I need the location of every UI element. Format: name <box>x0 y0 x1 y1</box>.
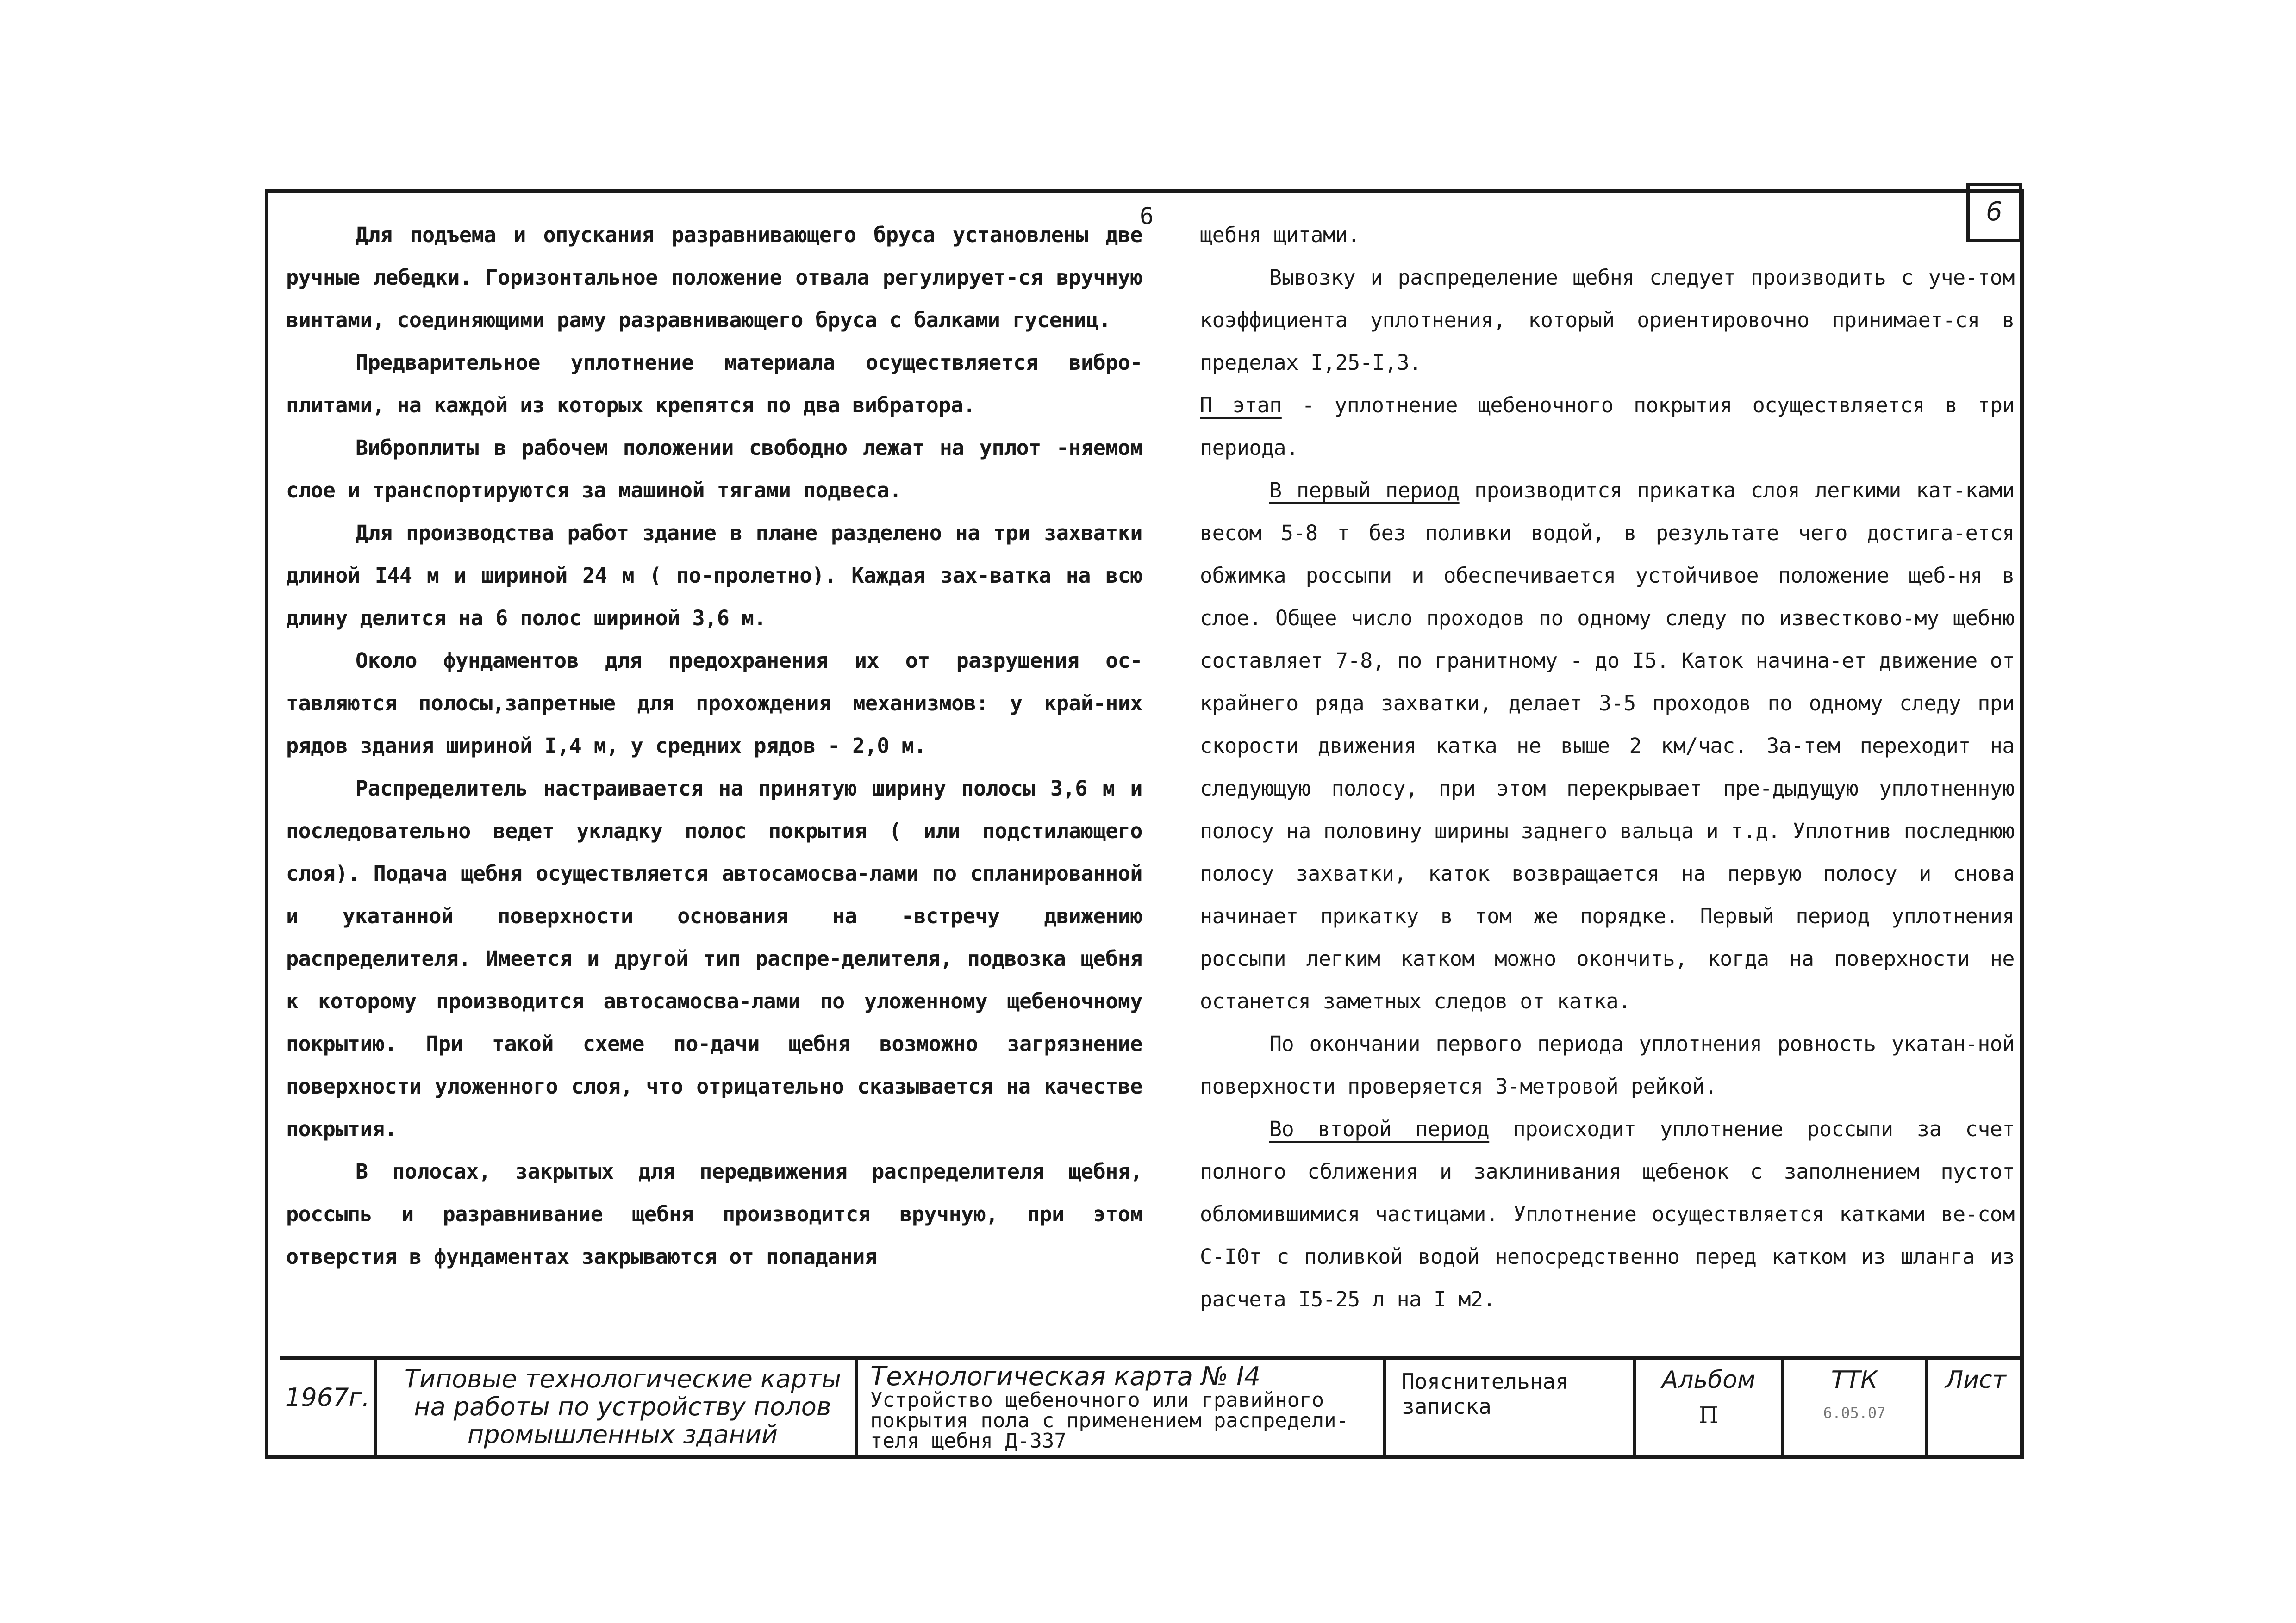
paragraph <box>1200 384 2015 469</box>
title-block-doc-type: Пояснительная записка <box>1386 1360 1636 1455</box>
paragraph-text: производится прикатка слоя легкими кат-ками весом 5-8 т без поливки водой, в результате чего достига-ется обжимка россыпи и обеспечивается устойчивое положение щеб-ня в слое. Общее число проходов по одному следу по известково-му щебню составляет 7-8, по гранитному - до I5. Каток начина-ет движение от крайнего ряда захватки, делает 3-5 проходов по одному следу при скорости движения катка не выше 2 км/час. За-тем переходит на следующую полосу, при этом перекрывает пре-дыдущую уплотненную полосу на половину ширины заднего вальца и т.д. Уплотнив последнюю полосу захватки, каток возвращается на первую полосу и снова начинает прикатку в том же порядке. Первый период уплотнения россыпи легким катком можно окончить, когда на поверхности не останется заметных следов от катка. <box>1200 478 2015 1014</box>
card-title: Технологическая карта № I4 <box>870 1362 1261 1392</box>
paragraph-text: щебня щитами. <box>1200 223 1360 247</box>
paragraph <box>1200 214 2015 256</box>
paragraph-text: Виброплиты в рабочем положении свободно лежат на уплот -няемом слое и транспортируются за машиной тягами подвеса. <box>286 435 1142 503</box>
paragraph <box>286 640 1142 767</box>
paragraph <box>1200 256 2015 384</box>
paragraph-text: Для подъема и опускания разравнивающего бруса установлены две ручные лебедки. Горизонтальное положение отвала регулирует-ся вручную винтами, соединяющими раму разравнивающего бруса с балками гусениц. <box>286 223 1142 332</box>
card-description: Устройство щебеночного или гравийного покрытия пола с применением распредели-теля щебня Д-337 <box>870 1388 1349 1453</box>
album-value: П <box>1699 1402 1718 1428</box>
paragraph <box>1200 469 2015 1023</box>
sheet-number-box: 6 <box>1966 183 2022 242</box>
title-block-year: 1967г. <box>280 1360 377 1455</box>
title-block-card <box>858 1360 1386 1455</box>
paragraph <box>286 214 1142 342</box>
paragraph <box>286 767 1142 1150</box>
title-block-sheet-label: Лист <box>1945 1366 2006 1394</box>
paragraph <box>286 427 1142 512</box>
paragraph-text: происходит уплотнение россыпи за счет полного сближения и заклинивания щебенок с заполнением пустот обломившимися частицами. Уплотнение осуществляется катками ве-сом С-I0т с поливкой водой непосредственно перед катком из шланга из расчета I5-25 л на I м2. <box>1200 1117 2015 1312</box>
left-text-column <box>286 214 1142 1278</box>
underlined-heading: П этап <box>1200 393 1282 417</box>
right-text-column <box>1200 214 2015 1321</box>
paragraph-text: Распределитель настраивается на принятую ширину полосы 3,6 м и последовательно ведет укладку полос покрытия ( или подстилающего слоя). Подача щебня осуществляется автосамосва-лами по спланированной и укатанной поверхности основания на -встречу движению распределителя. Имеется и другой тип распре-делителя, подвозка щебня к которому производится автосамосва-лами по уложенному щебеночному покрытию. При такой схеме по-дачи щебня возможно загрязнение поверхности уложенного слоя, что отрицательно сказывается на качестве покрытия. <box>286 776 1142 1141</box>
paragraph-text: Для производства работ здание в плане разделено на три захватки длиной I44 м и шириной 24 м ( по-пролетно). Каждая зах-ватка на всю длину делится на 6 полос шириной 3,6 м. <box>286 521 1142 630</box>
paragraph-text: По окончании первого периода уплотнения ровность укатан-ной поверхности проверяется 3-метровой рейкой. <box>1200 1032 2015 1099</box>
paragraph-text: - уплотнение щебеночного покрытия осуществляется в три периода. <box>1200 393 2015 460</box>
paragraph <box>286 342 1142 427</box>
paragraph-text: В полосах, закрытых для передвижения распределителя щебня, россыпь и разравнивание щебня производится вручную, при этом отверстия в фундаментах закрываются от попадания <box>286 1159 1142 1269</box>
title-block-album <box>1636 1360 1784 1455</box>
paragraph <box>1200 1108 2015 1321</box>
paragraph <box>1200 1023 2015 1108</box>
album-label: Альбом <box>1661 1366 1756 1394</box>
paragraph-text: Около фундаментов для предохранения их от разрушения ос-тавляются полосы,запретные для прохождения механизмов: у край-них рядов здания шириной I,4 м, у средних рядов - 2,0 м. <box>286 648 1142 758</box>
underlined-heading: В первый период <box>1269 478 1460 503</box>
paragraph <box>286 512 1142 640</box>
title-block-ttk <box>1784 1360 1928 1455</box>
title-block <box>280 1356 2024 1459</box>
page-number: 6 <box>1140 203 1154 230</box>
ttk-value: 6.05.07 <box>1823 1404 1886 1422</box>
paragraph <box>286 1150 1142 1278</box>
paragraph-text: Предварительное уплотнение материала осуществляется вибро-плитами, на каждой из которых крепятся по два вибратора. <box>286 350 1142 417</box>
title-block-series: Типовые технологические карты на работы по устройству полов промышленных зданий <box>377 1360 858 1455</box>
ttk-label: ТТК <box>1831 1366 1878 1394</box>
underlined-heading: Во второй период <box>1269 1117 1490 1141</box>
paragraph-text: Вывозку и распределение щебня следует производить с уче-том коэффициента уплотнения, который ориентировочно принимает-ся в пределах I,25-I,3. <box>1200 265 2015 375</box>
